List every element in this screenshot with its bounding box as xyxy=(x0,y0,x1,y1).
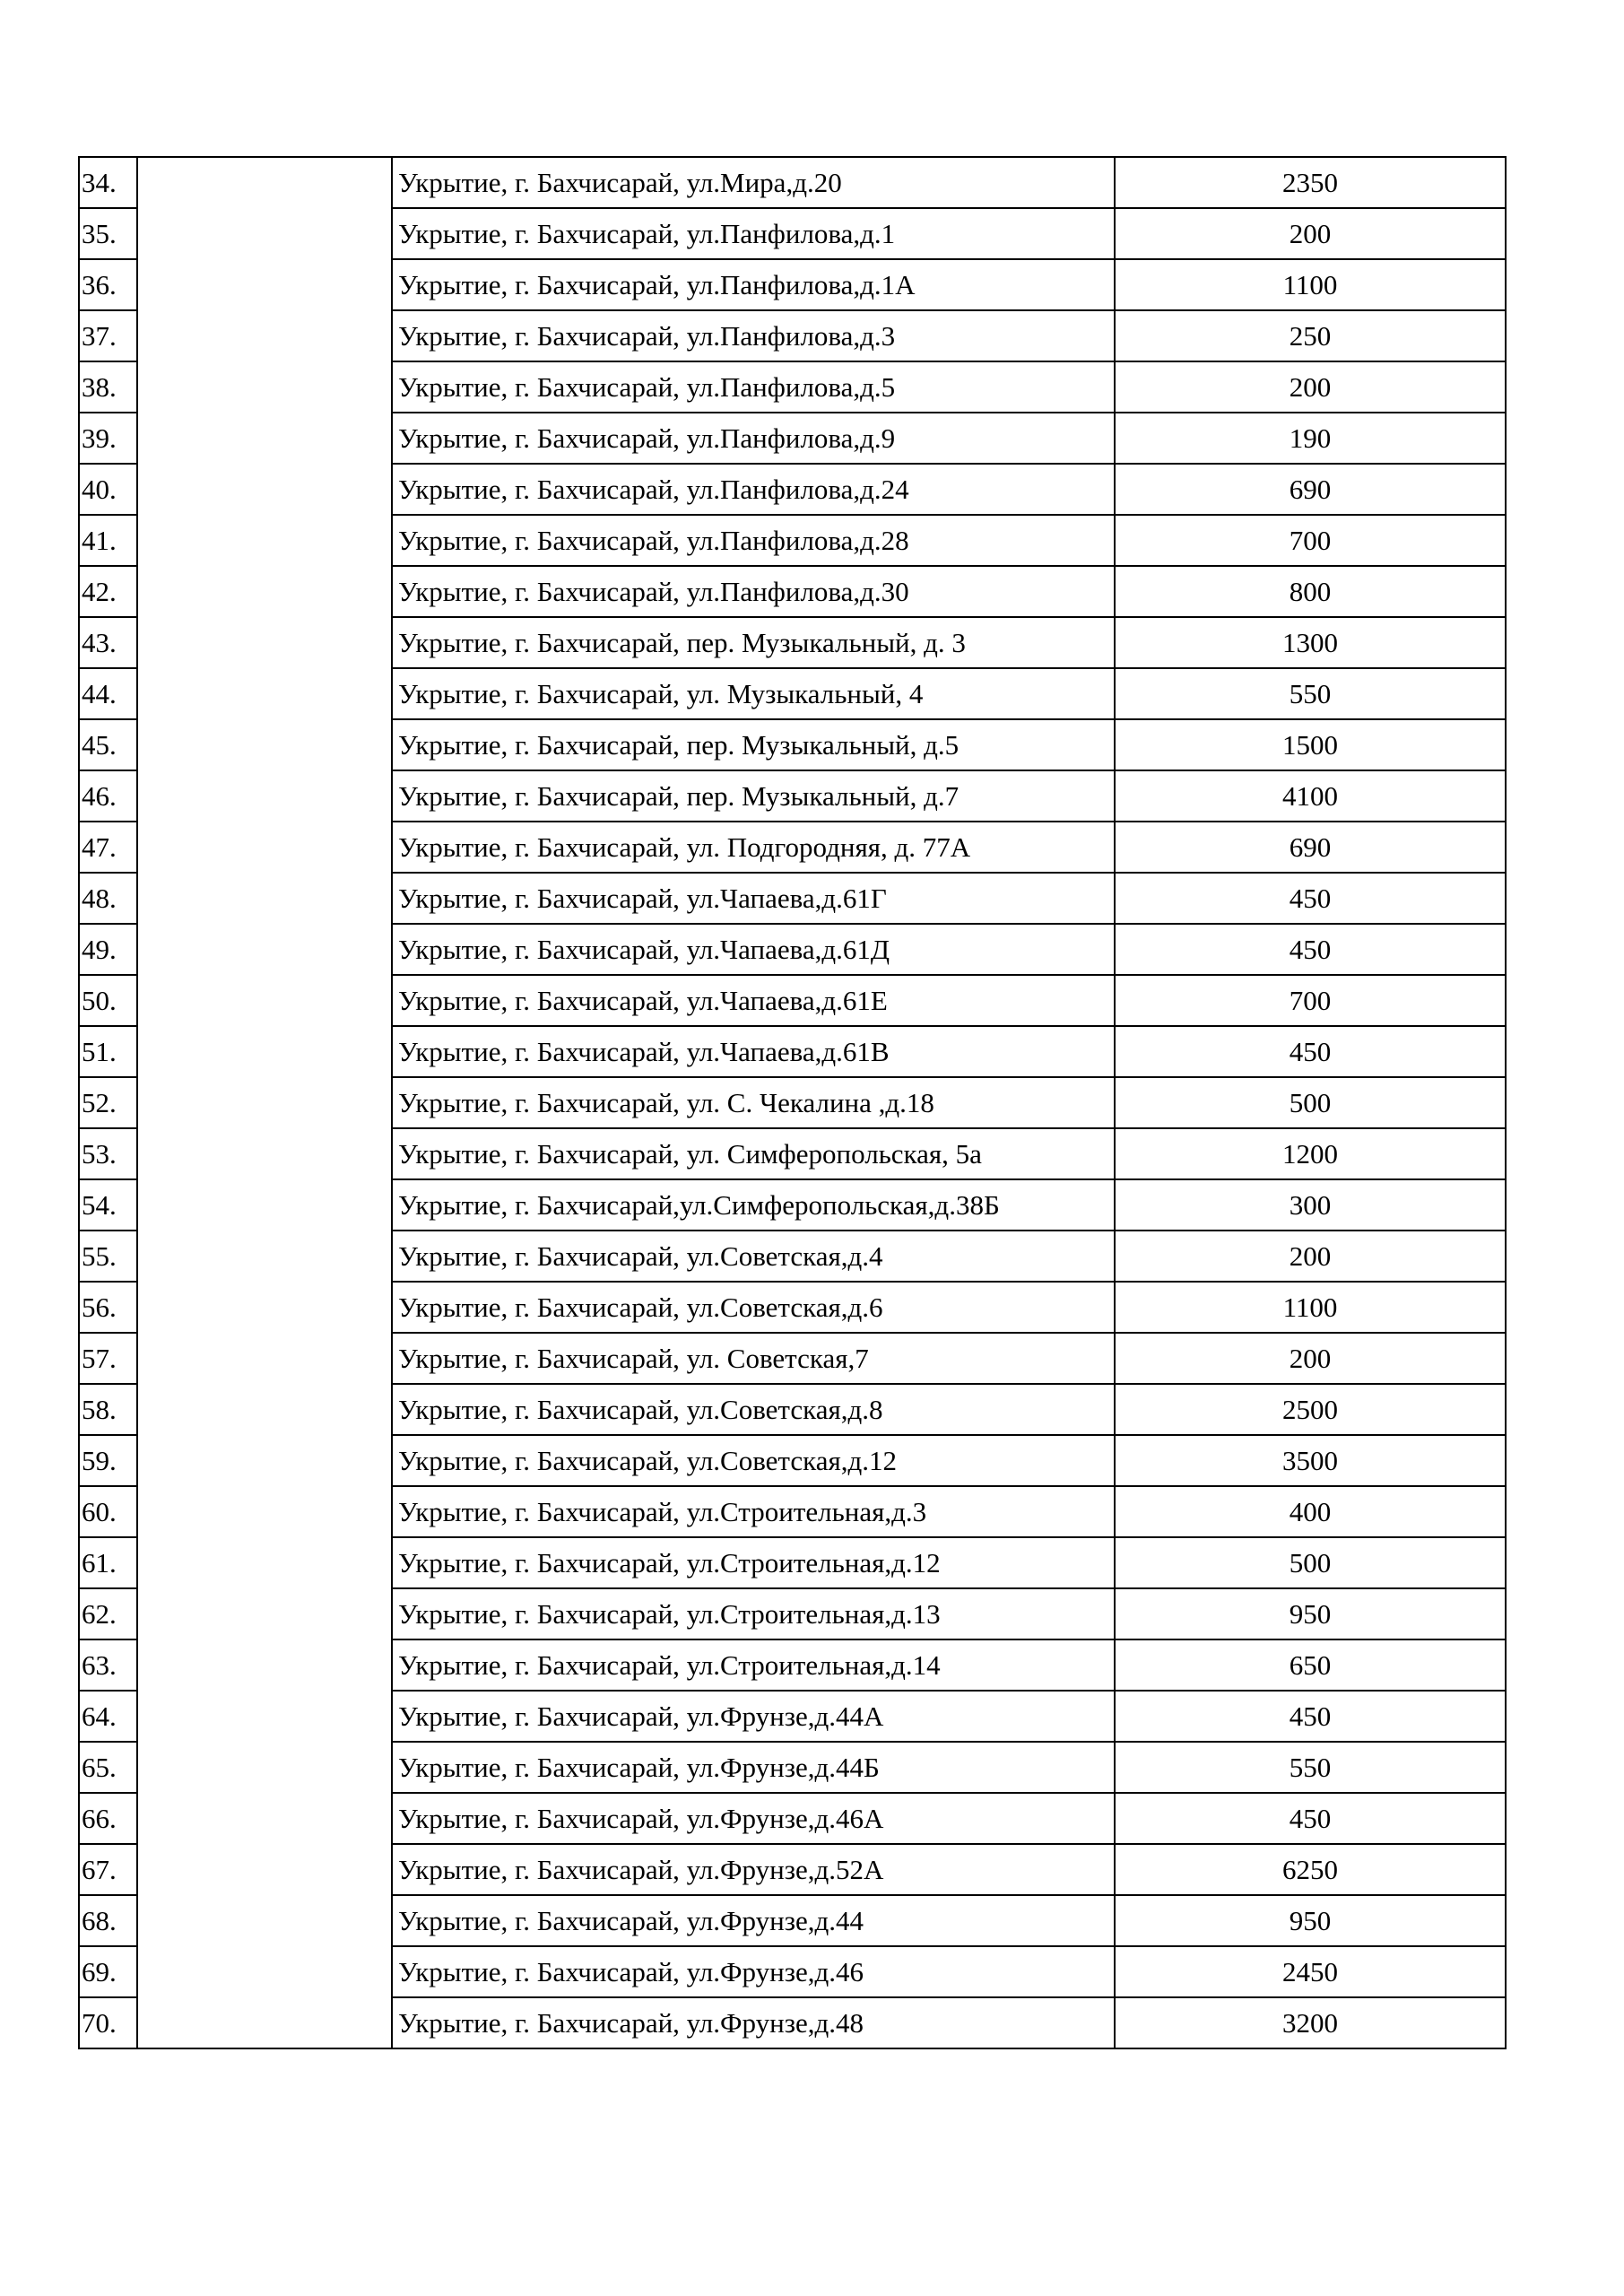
table-row xyxy=(79,770,1506,822)
table-row xyxy=(79,1793,1506,1844)
table-row xyxy=(79,310,1506,361)
row-name-cell: Укрытие, г. Бахчисарай, ул.Панфилова,д.24 xyxy=(392,464,1115,515)
row-number-cell: 50. xyxy=(79,975,137,1026)
table-row xyxy=(79,1231,1506,1282)
table-row xyxy=(79,873,1506,924)
row-value-cell: 1300 xyxy=(1115,617,1506,668)
row-number-cell: 61. xyxy=(79,1537,137,1588)
row-blank-cell xyxy=(137,1895,392,1946)
row-number-cell: 37. xyxy=(79,310,137,361)
row-number-cell: 57. xyxy=(79,1333,137,1384)
row-name-cell: Укрытие, г. Бахчисарай, пер. Музыкальный, д.5 xyxy=(392,719,1115,770)
row-value-cell: 1200 xyxy=(1115,1128,1506,1179)
table-row xyxy=(79,259,1506,310)
row-value-cell: 4100 xyxy=(1115,770,1506,822)
row-number-cell: 51. xyxy=(79,1026,137,1077)
row-value-cell: 650 xyxy=(1115,1639,1506,1691)
row-value-cell: 950 xyxy=(1115,1588,1506,1639)
row-value-cell: 250 xyxy=(1115,310,1506,361)
row-value-cell: 800 xyxy=(1115,566,1506,617)
shelters-table xyxy=(78,156,1507,2049)
row-number-cell: 48. xyxy=(79,873,137,924)
row-value-cell: 3200 xyxy=(1115,1997,1506,2048)
row-name-cell: Укрытие, г. Бахчисарай, ул.Советская,д.8 xyxy=(392,1384,1115,1435)
row-blank-cell xyxy=(137,1537,392,1588)
row-number-cell: 54. xyxy=(79,1179,137,1231)
table-row xyxy=(79,1844,1506,1895)
row-blank-cell xyxy=(137,1435,392,1486)
row-blank-cell xyxy=(137,1588,392,1639)
row-blank-cell xyxy=(137,1639,392,1691)
table-row xyxy=(79,1639,1506,1691)
row-value-cell: 190 xyxy=(1115,413,1506,464)
table-row xyxy=(79,1742,1506,1793)
row-blank-cell xyxy=(137,975,392,1026)
row-value-cell: 200 xyxy=(1115,208,1506,259)
table-row xyxy=(79,924,1506,975)
row-name-cell: Укрытие, г. Бахчисарай, ул.Чапаева,д.61Е xyxy=(392,975,1115,1026)
row-value-cell: 700 xyxy=(1115,515,1506,566)
row-number-cell: 36. xyxy=(79,259,137,310)
row-value-cell: 200 xyxy=(1115,1231,1506,1282)
row-value-cell: 550 xyxy=(1115,668,1506,719)
row-name-cell: Укрытие, г. Бахчисарай, ул.Советская,д.12 xyxy=(392,1435,1115,1486)
row-blank-cell xyxy=(137,873,392,924)
table-row xyxy=(79,1179,1506,1231)
row-blank-cell xyxy=(137,1333,392,1384)
table-row xyxy=(79,975,1506,1026)
table-row xyxy=(79,413,1506,464)
row-number-cell: 65. xyxy=(79,1742,137,1793)
row-number-cell: 62. xyxy=(79,1588,137,1639)
row-value-cell: 550 xyxy=(1115,1742,1506,1793)
row-name-cell: Укрытие, г. Бахчисарай, ул.Панфилова,д.1А xyxy=(392,259,1115,310)
row-name-cell: Укрытие, г. Бахчисарай, ул.Панфилова,д.30 xyxy=(392,566,1115,617)
table-row xyxy=(79,1384,1506,1435)
row-blank-cell xyxy=(137,1742,392,1793)
row-name-cell: Укрытие, г. Бахчисарай, ул.Фрунзе,д.48 xyxy=(392,1997,1115,2048)
table-row xyxy=(79,1895,1506,1946)
row-number-cell: 40. xyxy=(79,464,137,515)
row-number-cell: 55. xyxy=(79,1231,137,1282)
row-name-cell: Укрытие, г. Бахчисарай, ул.Мира,д.20 xyxy=(392,157,1115,208)
row-number-cell: 44. xyxy=(79,668,137,719)
row-name-cell: Укрытие, г. Бахчисарай, ул.Панфилова,д.1 xyxy=(392,208,1115,259)
row-number-cell: 70. xyxy=(79,1997,137,2048)
row-value-cell: 300 xyxy=(1115,1179,1506,1231)
row-name-cell: Укрытие, г. Бахчисарай, пер. Музыкальный, д. 3 xyxy=(392,617,1115,668)
row-name-cell: Укрытие, г. Бахчисарай, ул.Панфилова,д.28 xyxy=(392,515,1115,566)
row-blank-cell xyxy=(137,1026,392,1077)
row-value-cell: 450 xyxy=(1115,873,1506,924)
row-value-cell: 400 xyxy=(1115,1486,1506,1537)
row-number-cell: 52. xyxy=(79,1077,137,1128)
row-name-cell: Укрытие, г. Бахчисарай, ул.Фрунзе,д.52А xyxy=(392,1844,1115,1895)
table-row xyxy=(79,668,1506,719)
row-number-cell: 66. xyxy=(79,1793,137,1844)
table-row xyxy=(79,1077,1506,1128)
row-name-cell: Укрытие, г. Бахчисарай, ул.Фрунзе,д.44А xyxy=(392,1691,1115,1742)
row-name-cell: Укрытие, г. Бахчисарай, ул. Музыкальный, 4 xyxy=(392,668,1115,719)
table-row xyxy=(79,617,1506,668)
row-value-cell: 500 xyxy=(1115,1077,1506,1128)
row-number-cell: 67. xyxy=(79,1844,137,1895)
row-number-cell: 43. xyxy=(79,617,137,668)
row-blank-cell xyxy=(137,822,392,873)
row-blank-cell xyxy=(137,157,392,208)
row-number-cell: 39. xyxy=(79,413,137,464)
table-row xyxy=(79,208,1506,259)
row-value-cell: 1100 xyxy=(1115,1282,1506,1333)
row-blank-cell xyxy=(137,515,392,566)
row-value-cell: 2350 xyxy=(1115,157,1506,208)
row-number-cell: 34. xyxy=(79,157,137,208)
row-name-cell: Укрытие, г. Бахчисарай, ул.Фрунзе,д.44Б xyxy=(392,1742,1115,1793)
row-number-cell: 46. xyxy=(79,770,137,822)
row-number-cell: 60. xyxy=(79,1486,137,1537)
row-number-cell: 47. xyxy=(79,822,137,873)
row-name-cell: Укрытие, г. Бахчисарай,ул.Симферопольская,д.38Б xyxy=(392,1179,1115,1231)
row-number-cell: 53. xyxy=(79,1128,137,1179)
row-number-cell: 49. xyxy=(79,924,137,975)
row-number-cell: 35. xyxy=(79,208,137,259)
row-value-cell: 690 xyxy=(1115,464,1506,515)
row-value-cell: 700 xyxy=(1115,975,1506,1026)
row-value-cell: 1500 xyxy=(1115,719,1506,770)
row-blank-cell xyxy=(137,566,392,617)
row-value-cell: 200 xyxy=(1115,1333,1506,1384)
row-number-cell: 41. xyxy=(79,515,137,566)
row-blank-cell xyxy=(137,1486,392,1537)
row-value-cell: 950 xyxy=(1115,1895,1506,1946)
table-row xyxy=(79,1026,1506,1077)
table-row xyxy=(79,822,1506,873)
table-row xyxy=(79,361,1506,413)
row-name-cell: Укрытие, г. Бахчисарай, ул.Строительная,д.13 xyxy=(392,1588,1115,1639)
row-blank-cell xyxy=(137,1691,392,1742)
row-value-cell: 1100 xyxy=(1115,259,1506,310)
row-blank-cell xyxy=(137,464,392,515)
row-blank-cell xyxy=(137,413,392,464)
row-blank-cell xyxy=(137,1282,392,1333)
row-blank-cell xyxy=(137,361,392,413)
row-name-cell: Укрытие, г. Бахчисарай, ул. Советская,7 xyxy=(392,1333,1115,1384)
row-name-cell: Укрытие, г. Бахчисарай, ул.Фрунзе,д.44 xyxy=(392,1895,1115,1946)
row-name-cell: Укрытие, г. Бахчисарай, ул.Чапаева,д.61Д xyxy=(392,924,1115,975)
table-row xyxy=(79,1128,1506,1179)
row-number-cell: 45. xyxy=(79,719,137,770)
table-row xyxy=(79,1997,1506,2048)
row-name-cell: Укрытие, г. Бахчисарай, ул.Советская,д.6 xyxy=(392,1282,1115,1333)
row-blank-cell xyxy=(137,1384,392,1435)
table-row xyxy=(79,1333,1506,1384)
row-blank-cell xyxy=(137,617,392,668)
table-row xyxy=(79,719,1506,770)
table-row xyxy=(79,464,1506,515)
row-number-cell: 68. xyxy=(79,1895,137,1946)
table-row xyxy=(79,566,1506,617)
table-row xyxy=(79,1537,1506,1588)
row-name-cell: Укрытие, г. Бахчисарай, ул. С. Чекалина ,д.18 xyxy=(392,1077,1115,1128)
row-blank-cell xyxy=(137,1231,392,1282)
row-blank-cell xyxy=(137,310,392,361)
row-name-cell: Укрытие, г. Бахчисарай, ул.Фрунзе,д.46 xyxy=(392,1946,1115,1997)
row-name-cell: Укрытие, г. Бахчисарай, ул.Строительная,д.3 xyxy=(392,1486,1115,1537)
row-value-cell: 2450 xyxy=(1115,1946,1506,1997)
row-name-cell: Укрытие, г. Бахчисарай, ул. Симферопольская, 5а xyxy=(392,1128,1115,1179)
row-blank-cell xyxy=(137,259,392,310)
row-name-cell: Укрытие, г. Бахчисарай, ул.Советская,д.4 xyxy=(392,1231,1115,1282)
row-number-cell: 64. xyxy=(79,1691,137,1742)
row-blank-cell xyxy=(137,1128,392,1179)
table-row xyxy=(79,1435,1506,1486)
row-number-cell: 59. xyxy=(79,1435,137,1486)
row-name-cell: Укрытие, г. Бахчисарай, ул.Фрунзе,д.46А xyxy=(392,1793,1115,1844)
row-number-cell: 58. xyxy=(79,1384,137,1435)
row-name-cell: Укрытие, г. Бахчисарай, ул. Подгородняя, д. 77А xyxy=(392,822,1115,873)
row-number-cell: 56. xyxy=(79,1282,137,1333)
row-name-cell: Укрытие, г. Бахчисарай, ул.Панфилова,д.3 xyxy=(392,310,1115,361)
row-name-cell: Укрытие, г. Бахчисарай, ул.Панфилова,д.9 xyxy=(392,413,1115,464)
row-value-cell: 200 xyxy=(1115,361,1506,413)
row-blank-cell xyxy=(137,668,392,719)
table-row xyxy=(79,157,1506,208)
row-blank-cell xyxy=(137,770,392,822)
row-value-cell: 2500 xyxy=(1115,1384,1506,1435)
row-value-cell: 690 xyxy=(1115,822,1506,873)
row-number-cell: 38. xyxy=(79,361,137,413)
row-name-cell: Укрытие, г. Бахчисарай, ул.Панфилова,д.5 xyxy=(392,361,1115,413)
row-value-cell: 450 xyxy=(1115,924,1506,975)
row-value-cell: 450 xyxy=(1115,1793,1506,1844)
row-name-cell: Укрытие, г. Бахчисарай, пер. Музыкальный, д.7 xyxy=(392,770,1115,822)
row-blank-cell xyxy=(137,1793,392,1844)
table-row xyxy=(79,1282,1506,1333)
row-name-cell: Укрытие, г. Бахчисарай, ул.Чапаева,д.61Г xyxy=(392,873,1115,924)
row-number-cell: 42. xyxy=(79,566,137,617)
table-row xyxy=(79,1486,1506,1537)
row-blank-cell xyxy=(137,924,392,975)
row-blank-cell xyxy=(137,1077,392,1128)
row-blank-cell xyxy=(137,719,392,770)
row-value-cell: 3500 xyxy=(1115,1435,1506,1486)
table-row xyxy=(79,1588,1506,1639)
row-name-cell: Укрытие, г. Бахчисарай, ул.Строительная,д.12 xyxy=(392,1537,1115,1588)
row-blank-cell xyxy=(137,208,392,259)
row-number-cell: 69. xyxy=(79,1946,137,1997)
row-value-cell: 6250 xyxy=(1115,1844,1506,1895)
row-blank-cell xyxy=(137,1844,392,1895)
row-blank-cell xyxy=(137,1997,392,2048)
table-row xyxy=(79,1946,1506,1997)
shelters-table-body xyxy=(79,157,1506,2048)
row-name-cell: Укрытие, г. Бахчисарай, ул.Чапаева,д.61В xyxy=(392,1026,1115,1077)
row-blank-cell xyxy=(137,1179,392,1231)
row-name-cell: Укрытие, г. Бахчисарай, ул.Строительная,д.14 xyxy=(392,1639,1115,1691)
row-value-cell: 450 xyxy=(1115,1026,1506,1077)
table-row xyxy=(79,515,1506,566)
row-value-cell: 450 xyxy=(1115,1691,1506,1742)
row-blank-cell xyxy=(137,1946,392,1997)
table-row xyxy=(79,1691,1506,1742)
row-value-cell: 500 xyxy=(1115,1537,1506,1588)
row-number-cell: 63. xyxy=(79,1639,137,1691)
